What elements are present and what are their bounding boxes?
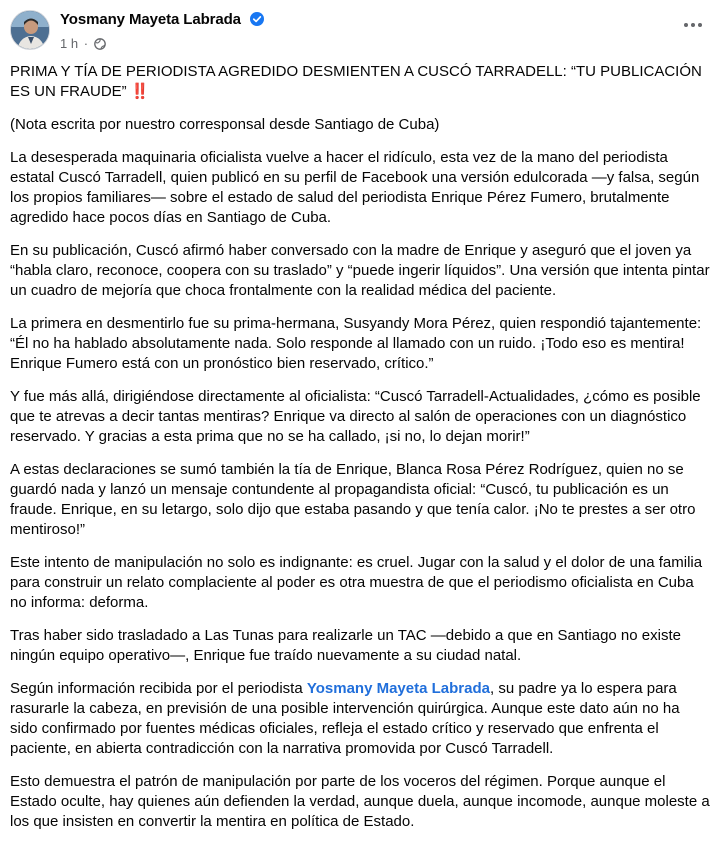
post-note: (Nota escrita por nuestro corresponsal desde Santiago de Cuba) [10, 116, 440, 133]
post-meta [60, 36, 106, 51]
post-body [10, 62, 710, 845]
author-name-row [60, 11, 264, 28]
author-mention-link[interactable]: Yosmany Mayeta Labrada [306, 680, 490, 697]
author-avatar[interactable] [10, 10, 50, 50]
paragraph-8-end: , su padre ya lo espera para rasurarle la cabeza, en previsión de una posible intervención quirúrgica. Aunque este dato aún no ha sido confirmado por fuentes médicas oficiales, refleja el estado crítico y reservado que enfrenta el paciente, en abierta contradicción con la narrativa promovida por Cuscó Tarradell. [10, 680, 680, 757]
paragraph-2: En su publicación, Cuscó afirmó haber conversado con la madre de Enrique y aseguró que el joven ya “habla claro, reconoce, coopera con su traslado” y “puede ingerir líquidos”. Una versión que intenta pintar un cuadro de mejoría que choca frontalmente con la realidad médica del paciente. [10, 242, 710, 299]
post-timestamp[interactable]: 1 h [60, 36, 79, 51]
more-options-icon[interactable] [680, 16, 706, 34]
paragraph-8-start: Según información recibida por el periodista [10, 680, 307, 697]
author-name-link[interactable]: Yosmany Mayeta Labrada [60, 11, 241, 28]
double-exclamation-emoji: ‼️ [130, 83, 149, 100]
verified-badge-icon [250, 12, 264, 26]
post-headline [10, 62, 710, 102]
paragraph-5: A estas declaraciones se sumó también la tía de Enrique, Blanca Rosa Pérez Rodríguez, quien no se guardó nada y lanzó un mensaje contundente al propagandista oficial: “Cuscó, tu publicación es un fraude. Enrique, en su letargo, solo dijo que estaba pasando y que tenía calor. ¡No te prestes a ser otro mentiroso!” [10, 461, 696, 538]
paragraph-6: Este intento de manipulación no solo es indignante: es cruel. Jugar con la salud y el dolor de una familia para construir un relato complaciente al poder es otra muestra de que el periodismo oficialista en Cuba no informa: deforma. [10, 554, 703, 611]
paragraph-3: La primera en desmentirlo fue su prima-hermana, Susyandy Mora Pérez, quien respondió tajantemente: “Él no ha hablado absolutamente nada. Solo responde al llamado con un ruido. ¡Todo eso es mentira! Enrique Fumero está con un pronóstico bien reservado, crítico.” [10, 315, 702, 372]
post-header [0, 0, 720, 60]
paragraph-4: Y fue más allá, dirigiéndose directamente al oficialista: “Cuscó Tarradell-Actualidades, ¿cómo es posible que te atrevas a decir tantas mentiras? Enrique va directo al salón de operaciones con un diagnóstico reservado. Y gracias a esta prima que no se ha callado, ¡si no, lo dejan morir!” [10, 388, 701, 445]
meta-separator: · [83, 36, 89, 51]
paragraph-7: Tras haber sido trasladado a Las Tunas para realizarle un TAC —debido a que en Santiago no existe ningún equipo operativo—, Enrique fue traído nuevamente a su ciudad natal. [10, 627, 681, 664]
headline-text: PRIMA Y TÍA DE PERIODISTA AGREDIDO DESMIENTEN A CUSCÓ TARRADELL: “TU PUBLICACIÓN ES UN FRAUDE” [10, 63, 702, 100]
avatar-image [11, 11, 50, 50]
paragraph-9: Esto demuestra el patrón de manipulación por parte de los voceros del régimen. Porque aunque el Estado oculte, hay quienes aún defienden la verdad, aunque duela, aunque incomode, aunque moleste a los que insisten en convertir la mentira en política de Estado. [10, 773, 710, 830]
globe-icon[interactable] [94, 38, 106, 50]
paragraph-8 [10, 679, 710, 759]
paragraph-1: La desesperada maquinaria oficialista vuelve a hacer el ridículo, esta vez de la mano del periodista estatal Cuscó Tarradell, quien publicó en su perfil de Facebook una versión edulcorada —y falsa, según los propios familiares— sobre el estado de salud del periodista Enrique Pérez Fumero, brutalmente agredido hace pocos días en Santiago de Cuba. [10, 149, 700, 226]
